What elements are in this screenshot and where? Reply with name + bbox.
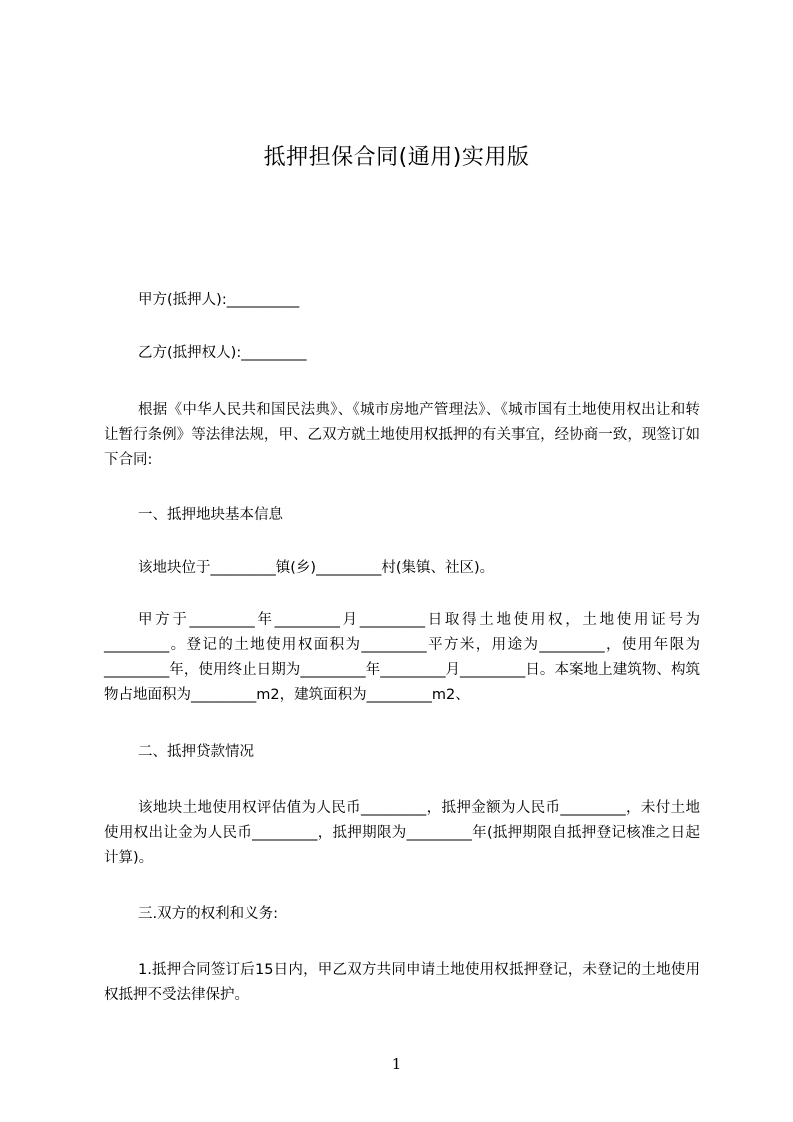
party-b-line: 乙方(抵押权人):_________: [138, 345, 307, 361]
section-3-heading: 三.双方的权利和义务:: [138, 906, 278, 922]
location-paragraph: 该地块位于_________镇(乡)_________村(集镇、社区)。: [138, 560, 495, 576]
preamble-paragraph: 根据《中华人民共和国民法典》、《城市房地产管理法》、《城市国有土地使用权出让和转让暂行条例》等法律法规，甲、乙双方就土地使用权抵押的有关事宜，经协商一致，现签订如下合同:: [104, 402, 700, 468]
land-details-paragraph: 甲方于_________年_________月_________日取得土地使用权，土地使用证号为_________。登记的土地使用权面积为_________平方米，用途为_________，使用年限为_________年，使用终止日期为_________年_________月_________日。本案地上建筑物、构筑物占地面积为_________m2，建筑面积为_________m2、: [104, 612, 700, 703]
party-a-line: 甲方(抵押人):__________: [138, 292, 300, 308]
page-number: 1: [391, 1055, 402, 1073]
section-2-heading: 二、抵押贷款情况: [138, 744, 254, 760]
clause-1-paragraph: 1.抵押合同签订后15日内，甲乙双方共同申请土地使用权抵押登记，未登记的土地使用权抵押不受法律保护。: [104, 962, 700, 1003]
document-title: 抵押担保合同(通用)实用版: [263, 145, 530, 170]
section-1-heading: 一、抵押地块基本信息: [138, 507, 283, 523]
loan-details-paragraph: 该地块土地使用权评估值为人民币_________，抵押金额为人民币_________，未付土地使用权出让金为人民币_________，抵押期限为_________年(抵押期限自抵押登记核准之日起计算)。: [104, 800, 700, 866]
